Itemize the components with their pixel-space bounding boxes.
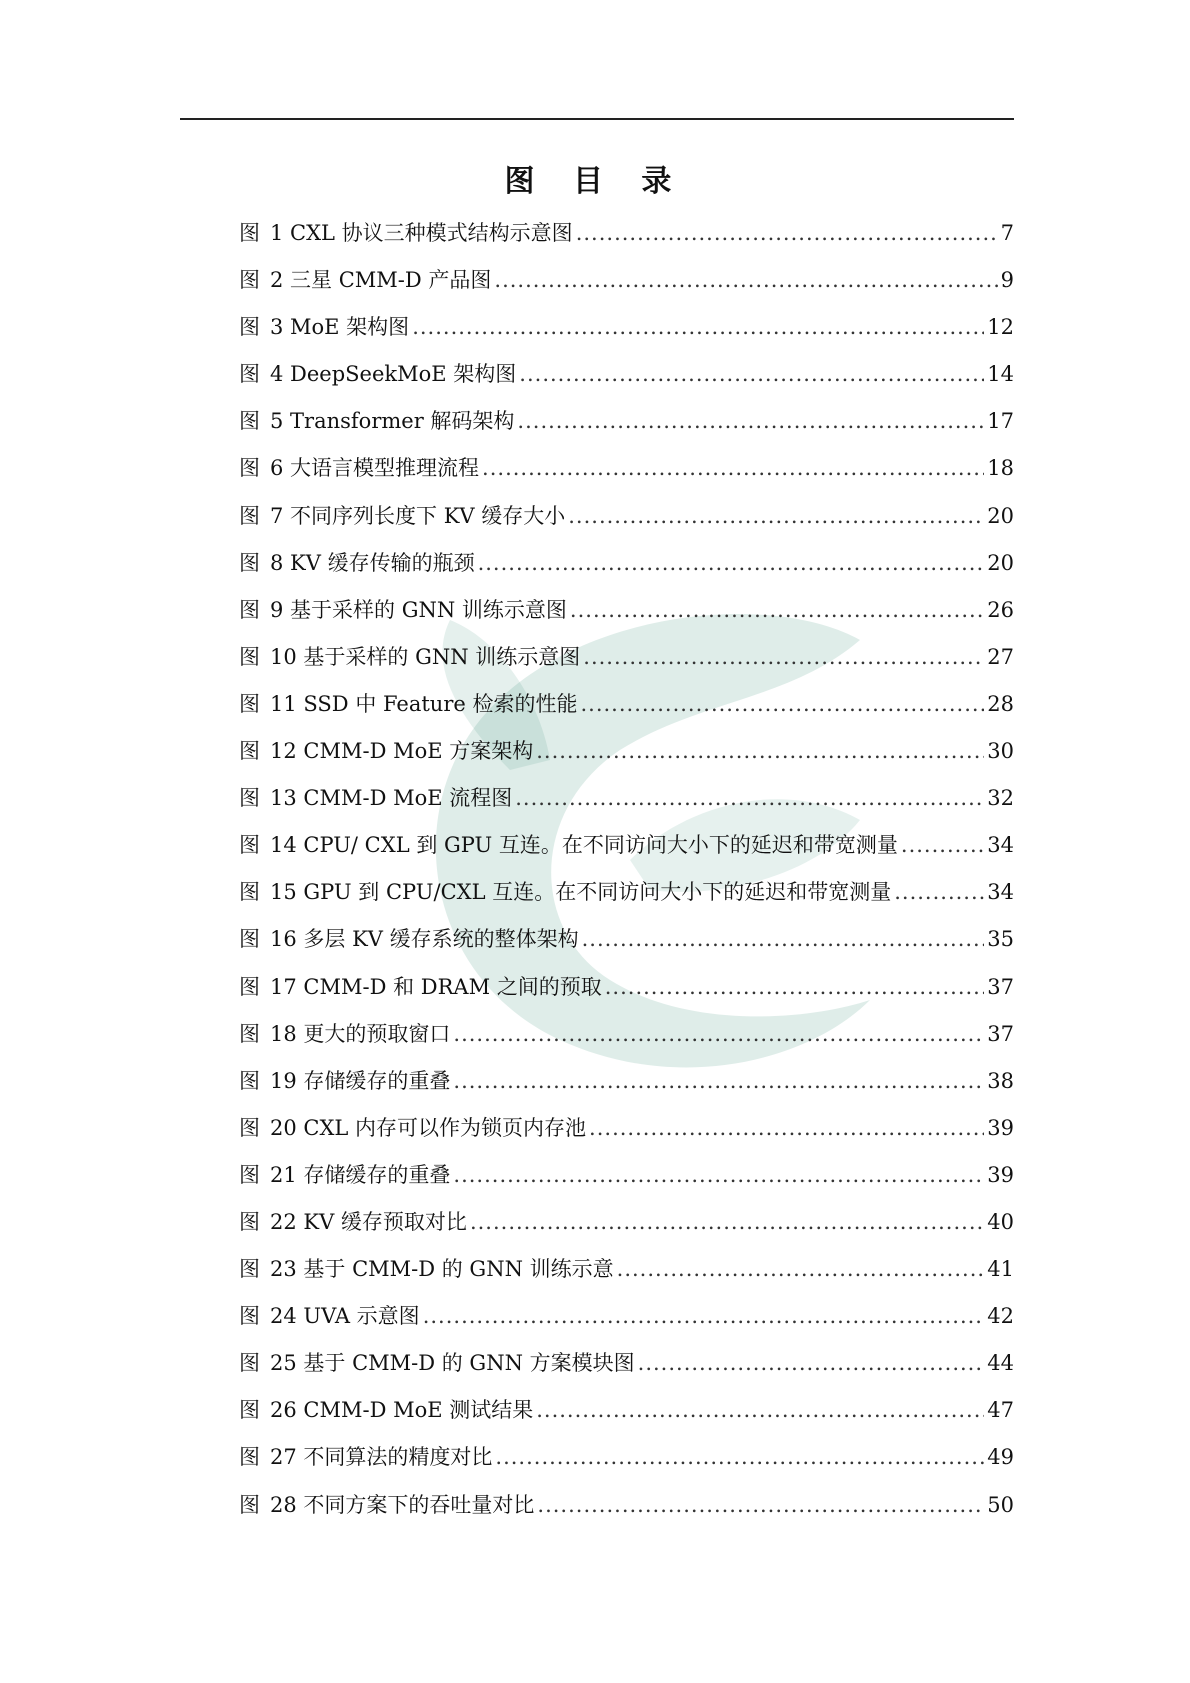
page-number: 34 (987, 833, 1014, 858)
entry-title: 14 CPU/ CXL 到 GPU 互连。在不同访问大小下的延迟和带宽测量 (270, 833, 898, 858)
entry-title: 18 更大的预取窗口 (270, 1021, 451, 1046)
entry-title: 17 CMM-D 和 DRAM 之间的预取 (270, 974, 602, 999)
leader-dots (901, 822, 984, 869)
toc-entry[interactable] (239, 493, 1014, 540)
page-number: 41 (987, 1257, 1014, 1282)
figure-prefix: 图 (239, 1021, 260, 1046)
leader-dots (423, 1293, 985, 1340)
page-number: 20 (987, 503, 1014, 528)
figure-prefix: 图 (239, 550, 260, 575)
page-number: 9 (1000, 268, 1014, 293)
page-number: 37 (987, 1021, 1014, 1046)
figure-prefix: 图 (239, 362, 260, 387)
leader-dots (482, 445, 984, 492)
toc-entry[interactable] (239, 1011, 1014, 1058)
entry-title: 11 SSD 中 Feature 检索的性能 (270, 691, 578, 716)
page-number: 7 (1000, 221, 1014, 245)
entry-title: 25 基于 CMM-D 的 GNN 方案模块图 (270, 1351, 635, 1376)
toc-entry[interactable] (239, 1058, 1014, 1105)
entry-title: 3 MoE 架构图 (270, 315, 410, 340)
toc-entry[interactable] (239, 822, 1014, 869)
entry-title: 10 基于采样的 GNN 训练示意图 (270, 644, 581, 669)
page-number: 30 (987, 739, 1014, 764)
figure-prefix: 图 (239, 1398, 260, 1423)
figure-prefix: 图 (239, 1115, 260, 1140)
page-number: 14 (987, 362, 1014, 387)
figure-prefix: 图 (239, 786, 260, 811)
figure-prefix: 图 (239, 1209, 260, 1234)
page-number: 50 (987, 1492, 1014, 1517)
leader-dots (638, 1340, 985, 1387)
toc-entry[interactable] (239, 1246, 1014, 1293)
page-number: 34 (987, 880, 1014, 905)
toc-entry[interactable] (239, 257, 1014, 304)
leader-dots (494, 257, 997, 304)
entry-title: 1 CXL 协议三种模式结构示意图 (270, 221, 573, 245)
toc-entry[interactable] (239, 540, 1014, 587)
leader-dots (589, 1105, 984, 1152)
page-number: 35 (987, 927, 1014, 952)
figure-prefix: 图 (239, 1257, 260, 1282)
toc-entry[interactable] (239, 1105, 1014, 1152)
figure-prefix: 图 (239, 221, 260, 245)
entry-title: 24 UVA 示意图 (270, 1304, 420, 1329)
figure-prefix: 图 (239, 644, 260, 669)
leader-dots (453, 1058, 984, 1105)
leader-dots (517, 398, 984, 445)
entry-title: 13 CMM-D MoE 流程图 (270, 786, 513, 811)
leader-dots (537, 1482, 984, 1529)
toc-entry[interactable] (239, 681, 1014, 728)
toc-entry[interactable] (239, 775, 1014, 822)
figure-prefix: 图 (239, 974, 260, 999)
figure-prefix: 图 (239, 409, 260, 434)
toc-entry[interactable] (239, 1293, 1014, 1340)
figure-prefix: 图 (239, 691, 260, 716)
page-number: 18 (987, 456, 1014, 481)
toc-entry[interactable] (239, 916, 1014, 963)
toc-entry[interactable] (239, 210, 1014, 257)
leader-dots (568, 493, 984, 540)
figure-prefix: 图 (239, 268, 260, 293)
toc-entry[interactable] (239, 1199, 1014, 1246)
page-title: 图 目 录 (504, 164, 686, 199)
page-number: 17 (987, 409, 1014, 434)
toc-entry[interactable] (239, 634, 1014, 681)
entry-title: 4 DeepSeekMoE 架构图 (270, 362, 517, 387)
entry-title: 22 KV 缓存预取对比 (270, 1209, 467, 1234)
entry-title: 5 Transformer 解码架构 (270, 409, 515, 434)
toc-entry[interactable] (239, 445, 1014, 492)
figure-prefix: 图 (239, 456, 260, 481)
leader-dots (582, 916, 985, 963)
leader-dots (576, 210, 998, 257)
page-number: 32 (987, 786, 1014, 811)
figure-prefix: 图 (239, 503, 260, 528)
figure-prefix: 图 (239, 739, 260, 764)
page-number: 40 (987, 1209, 1014, 1234)
page-number: 27 (987, 644, 1014, 669)
entry-title: 15 GPU 到 CPU/CXL 互连。在不同访问大小下的延迟和带宽测量 (270, 880, 892, 905)
page-number: 26 (987, 597, 1014, 622)
entry-title: 7 不同序列长度下 KV 缓存大小 (270, 503, 566, 528)
figure-prefix: 图 (239, 1162, 260, 1187)
leader-dots (570, 587, 984, 634)
entry-title: 20 CXL 内存可以作为锁页内存池 (270, 1115, 587, 1140)
page-number: 12 (987, 315, 1014, 340)
figure-prefix: 图 (239, 1492, 260, 1517)
leader-dots (519, 351, 984, 398)
toc-entry[interactable] (239, 1434, 1014, 1481)
entry-title: 23 基于 CMM-D 的 GNN 训练示意 (270, 1257, 614, 1282)
figure-prefix: 图 (239, 1304, 260, 1329)
leader-dots (536, 1387, 984, 1434)
toc-entry[interactable] (239, 1387, 1014, 1434)
page-number: 37 (987, 974, 1014, 999)
page-number: 44 (987, 1351, 1014, 1376)
page-number: 20 (987, 550, 1014, 575)
entry-title: 12 CMM-D MoE 方案架构 (270, 739, 534, 764)
entry-title: 16 多层 KV 缓存系统的整体架构 (270, 927, 579, 952)
toc-entry[interactable] (239, 1482, 1014, 1529)
leader-dots (617, 1246, 985, 1293)
page-number: 28 (987, 691, 1014, 716)
leader-dots (515, 775, 984, 822)
toc-entry[interactable] (239, 964, 1014, 1011)
figure-prefix: 图 (239, 833, 260, 858)
entry-title: 19 存储缓存的重叠 (270, 1068, 451, 1093)
toc-entry[interactable] (239, 587, 1014, 634)
figure-prefix: 图 (239, 927, 260, 952)
page-number: 38 (987, 1068, 1014, 1093)
figure-prefix: 图 (239, 597, 260, 622)
entry-title: 27 不同算法的精度对比 (270, 1445, 493, 1470)
figure-prefix: 图 (239, 1445, 260, 1470)
leader-dots (470, 1199, 984, 1246)
entry-title: 2 三星 CMM-D 产品图 (270, 268, 492, 293)
leader-dots (495, 1434, 984, 1481)
leader-dots (580, 681, 984, 728)
leader-dots (453, 1011, 984, 1058)
leader-dots (412, 304, 984, 351)
entry-title: 21 存储缓存的重叠 (270, 1162, 451, 1187)
page-number: 42 (987, 1304, 1014, 1329)
toc-entry[interactable] (239, 1340, 1014, 1387)
toc-entry[interactable] (239, 398, 1014, 445)
entry-title: 26 CMM-D MoE 测试结果 (270, 1398, 534, 1423)
figure-prefix: 图 (239, 880, 260, 905)
entry-title: 6 大语言模型推理流程 (270, 456, 480, 481)
toc-entry[interactable] (239, 304, 1014, 351)
figure-prefix: 图 (239, 315, 260, 340)
figure-list (239, 210, 1014, 1529)
leader-dots (583, 634, 984, 681)
leader-dots (894, 869, 984, 916)
page-number: 49 (987, 1445, 1014, 1470)
leader-dots (536, 728, 984, 775)
leader-dots (478, 540, 985, 587)
header-rule (180, 118, 1014, 120)
page-number: 39 (987, 1115, 1014, 1140)
entry-title: 28 不同方案下的吞吐量对比 (270, 1492, 535, 1517)
toc-entry[interactable] (239, 869, 1014, 916)
page-number: 39 (987, 1162, 1014, 1187)
page-number: 47 (987, 1398, 1014, 1423)
leader-dots (453, 1152, 984, 1199)
toc-entry[interactable] (239, 351, 1014, 398)
entry-title: 9 基于采样的 GNN 训练示意图 (270, 597, 567, 622)
toc-entry[interactable] (239, 1152, 1014, 1199)
leader-dots (605, 964, 985, 1011)
toc-entry[interactable] (239, 728, 1014, 775)
figure-prefix: 图 (239, 1351, 260, 1376)
entry-title: 8 KV 缓存传输的瓶颈 (270, 550, 475, 575)
figure-prefix: 图 (239, 1068, 260, 1093)
